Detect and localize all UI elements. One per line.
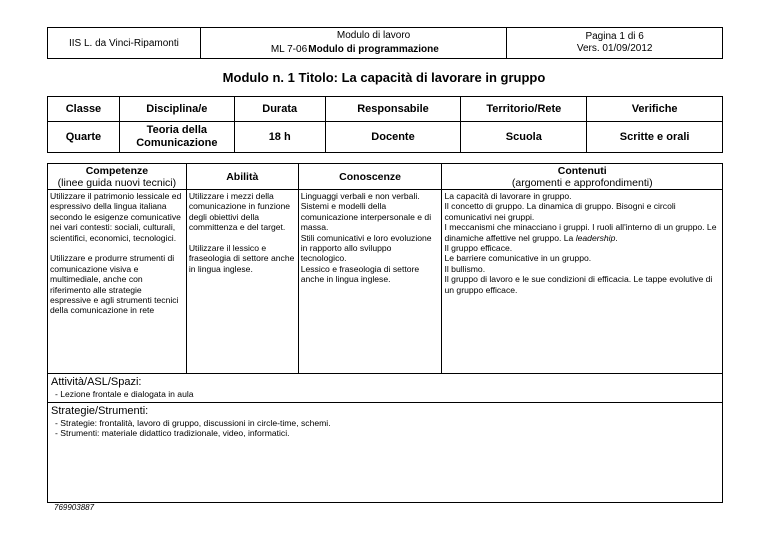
document-header xyxy=(47,27,723,59)
info-header-classe: Classe xyxy=(48,97,120,122)
contenuti-item-with-emphasis xyxy=(444,222,720,243)
competenze-subtitle: (linee guida nuovi tecnici) xyxy=(57,176,177,189)
info-header-responsabile: Responsabile xyxy=(325,97,461,122)
info-value-durata: 18 h xyxy=(234,122,325,153)
abilita-item-1: Utilizzare i mezzi della comunicazione in funzione degli obiettivi della committenza e del target. xyxy=(188,191,291,233)
version: Vers. 01/09/2012 xyxy=(576,43,653,54)
doc-type: Modulo di lavoro xyxy=(336,30,411,41)
attivita-list xyxy=(51,389,719,399)
attivita-section xyxy=(48,374,723,403)
conoscenze-item: Sistemi e modelli della comunicazione interpersonale e di massa. xyxy=(300,201,432,233)
page-number: Pagina 1 di 6 xyxy=(585,31,644,42)
col-head-contenuti xyxy=(442,164,723,190)
competenze-cell xyxy=(48,190,187,374)
contenuti-item-text: I meccanismi che minacciano i gruppi. I ruoli all'interno di un gruppo. Le dinamiche affettive nel gruppo. La xyxy=(444,222,717,243)
contenuti-item: Il gruppo di lavoro e le sue condizioni di efficacia. Le tappe evolutive di un gruppo efficace. xyxy=(444,274,713,295)
doc-name: Modulo di programmazione xyxy=(308,44,439,55)
col-head-competenze xyxy=(48,164,187,190)
contenuti-item: Il bullismo. xyxy=(444,263,486,274)
contenuti-emphasis-tail: . xyxy=(615,232,618,243)
conoscenze-item: Stili comunicativi e loro evoluzione in rapporto allo sviluppo tecnologico. xyxy=(300,232,432,264)
info-value-responsabile: Docente xyxy=(325,122,461,153)
info-value-disciplina: Teoria della Comunicazione xyxy=(119,122,234,153)
competenze-item-2: Utilizzare e produrre strumenti di comunicazione visiva e multimediale, anche con riferimento alle strategie espressive e agli strumenti tecnici della comunicazione in rete xyxy=(50,253,179,316)
programming-table xyxy=(47,163,723,503)
contenuti-item: Le barriere comunicative in un gruppo. xyxy=(444,253,592,264)
school-name: IIS L. da Vinci-Ripamonti xyxy=(48,28,201,59)
col-head-conoscenze: Conoscenze xyxy=(298,164,442,190)
document-id: 769903887 xyxy=(54,503,95,512)
abilita-item-2: Utilizzare il lessico e fraseologia di settore anche in lingua inglese. xyxy=(188,243,295,274)
strategie-list xyxy=(51,418,719,439)
conoscenze-item: Linguaggi verbali e non verbali. xyxy=(300,191,420,201)
strategie-heading: Strategie/Strumenti: xyxy=(51,405,149,417)
conoscenze-cell xyxy=(298,190,442,374)
contenuti-title: Contenuti xyxy=(557,164,607,177)
info-header-territorio: Territorio/Rete xyxy=(461,97,587,122)
conoscenze-item: Lessico e fraseologia di settore anche in lingua inglese. xyxy=(300,263,420,285)
attivita-item: - Lezione frontale e dialogata in aula xyxy=(55,389,719,399)
info-header-verifiche: Verifiche xyxy=(587,97,723,122)
abilita-cell xyxy=(186,190,298,374)
info-header-disciplina: Disciplina/e xyxy=(119,97,234,122)
contenuti-item: Il gruppo efficace. xyxy=(444,243,513,254)
contenuti-cell xyxy=(442,190,723,374)
info-header-durata: Durata xyxy=(234,97,325,122)
page-version-cell xyxy=(507,28,723,59)
document-type-cell xyxy=(200,28,506,59)
strategie-section xyxy=(48,403,723,503)
contenuti-item: Il concetto di gruppo. La dinamica di gruppo. Bisogni e circoli comunicativi nei gruppi. xyxy=(444,201,676,222)
info-value-verifiche: Scritte e orali xyxy=(587,122,723,153)
competenze-title: Competenze xyxy=(85,164,149,177)
competenze-item-1: Utilizzare il patrimonio lessicale ed espressivo della lingua italiana secondo le esigenze comunicative nei vari contesti: sociali, culturali, scientifici, economici, tecnologici. xyxy=(50,191,182,243)
strategie-item: - Strumenti: materiale didattico tradizionale, video, informatici. xyxy=(55,428,719,438)
contenuti-item: La capacità di lavorare in gruppo. xyxy=(444,191,572,201)
module-title: Modulo n. 1 Titolo: La capacità di lavorare in gruppo xyxy=(222,70,546,85)
attivita-heading: Attività/ASL/Spazi: xyxy=(51,376,142,388)
module-info-table xyxy=(47,96,723,153)
col-head-abilita: Abilità xyxy=(186,164,298,190)
contenuti-subtitle: (argomenti e approfondimenti) xyxy=(511,176,653,189)
info-value-territorio: Scuola xyxy=(461,122,587,153)
contenuti-emphasis: leadership xyxy=(575,232,616,243)
info-value-classe: Quarte xyxy=(48,122,120,153)
doc-code: ML 7-06 xyxy=(270,44,308,55)
strategie-item: - Strategie: frontalità, lavoro di gruppo, discussioni in circle-time, schemi. xyxy=(55,418,719,428)
